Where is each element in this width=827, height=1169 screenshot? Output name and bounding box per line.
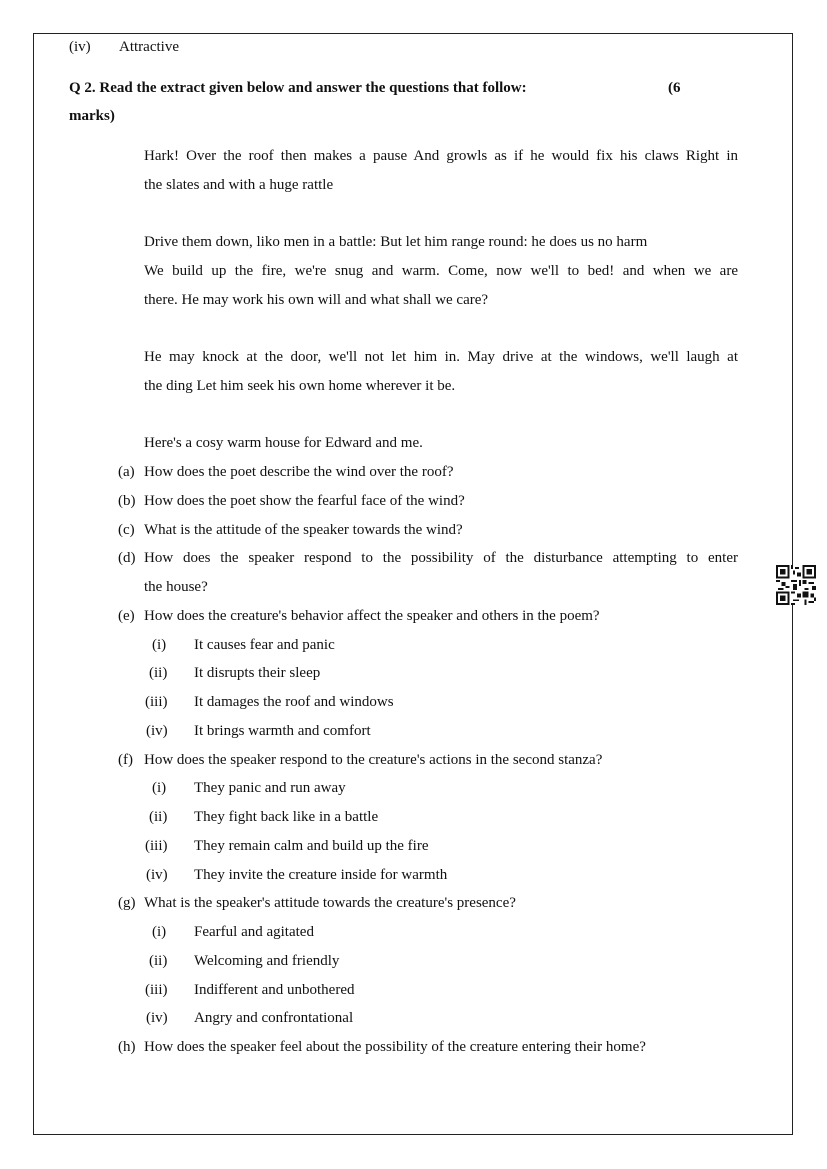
question-heading: Q 2. Read the extract given below and answer the questions that follow: (69, 80, 527, 96)
question-text: How does the poet describe the wind over the roof? (144, 464, 454, 480)
option-text: Fearful and agitated (194, 924, 314, 940)
question-text: How does the poet show the fearful face of the wind? (144, 493, 465, 509)
poem-line: the ding Let him seek his own home wherever it be. (144, 378, 456, 394)
option-text: Attractive (119, 39, 179, 55)
option-number: (i) (152, 637, 167, 653)
poem-line: We build up the fire, we're snug and warm. Come, now we'll to bed! and when we are (144, 263, 738, 279)
option-text: It damages the roof and windows (194, 694, 394, 710)
qr-code-icon (776, 565, 816, 605)
option-text: Welcoming and friendly (194, 953, 340, 969)
question-label: (e) (118, 608, 135, 624)
question-label: (a) (118, 464, 135, 480)
question-label: (d) (118, 550, 136, 566)
option-text: They remain calm and build up the fire (194, 838, 429, 854)
question-label: (c) (118, 522, 135, 538)
poem-line: Hark! Over the roof then makes a pause And growls as if he would fix his claws Right in (144, 148, 738, 164)
option-text: Angry and confrontational (194, 1010, 354, 1026)
option-number: (iii) (145, 694, 168, 710)
option-number: (i) (152, 780, 167, 796)
poem-line: there. He may work his own will and what shall we care? (144, 292, 489, 308)
question-text: What is the attitude of the speaker towards the wind? (144, 522, 463, 538)
question-label: (f) (118, 752, 133, 768)
marks-label: (6 (668, 80, 681, 96)
question-text: What is the speaker's attitude towards the creature's presence? (144, 895, 516, 911)
question-label: (h) (118, 1039, 136, 1055)
poem-line: He may knock at the door, we'll not let him in. May drive at the windows, we'll laugh at (144, 349, 738, 365)
option-text: They invite the creature inside for warmth (194, 867, 448, 883)
question-text: How does the speaker respond to the creature's actions in the second stanza? (144, 752, 603, 768)
question-text: How does the speaker feel about the possibility of the creature entering their home? (144, 1039, 646, 1055)
poem-line: Drive them down, liko men in a battle: But let him range round: he does us no harm (144, 234, 648, 250)
option-number: (ii) (149, 809, 168, 825)
poem-line: Here's a cosy warm house for Edward and me. (144, 435, 423, 451)
option-number: (ii) (149, 953, 168, 969)
question-text: How does the creature's behavior affect the speaker and others in the poem? (144, 608, 600, 624)
option-text: They panic and run away (194, 780, 346, 796)
option-number: (i) (152, 924, 167, 940)
option-text: It brings warmth and comfort (194, 723, 371, 739)
question-text-continued: the house? (144, 579, 208, 595)
option-number: (iv) (146, 1010, 168, 1026)
option-number: (iv) (146, 723, 168, 739)
option-number: (ii) (149, 665, 168, 681)
question-label: (b) (118, 493, 136, 509)
option-number: (iv) (69, 39, 91, 55)
option-text: Indifferent and unbothered (194, 982, 355, 998)
option-text: It causes fear and panic (194, 637, 335, 653)
option-text: It disrupts their sleep (194, 665, 321, 681)
option-number: (iii) (145, 838, 168, 854)
option-number: (iii) (145, 982, 168, 998)
marks-label-continued: marks) (69, 108, 115, 124)
question-label: (g) (118, 895, 136, 911)
option-text: They fight back like in a battle (194, 809, 379, 825)
question-text: How does the speaker respond to the possibility of the disturbance attempting to enter (144, 550, 738, 566)
option-number: (iv) (146, 867, 168, 883)
poem-line: the slates and with a huge rattle (144, 177, 334, 193)
